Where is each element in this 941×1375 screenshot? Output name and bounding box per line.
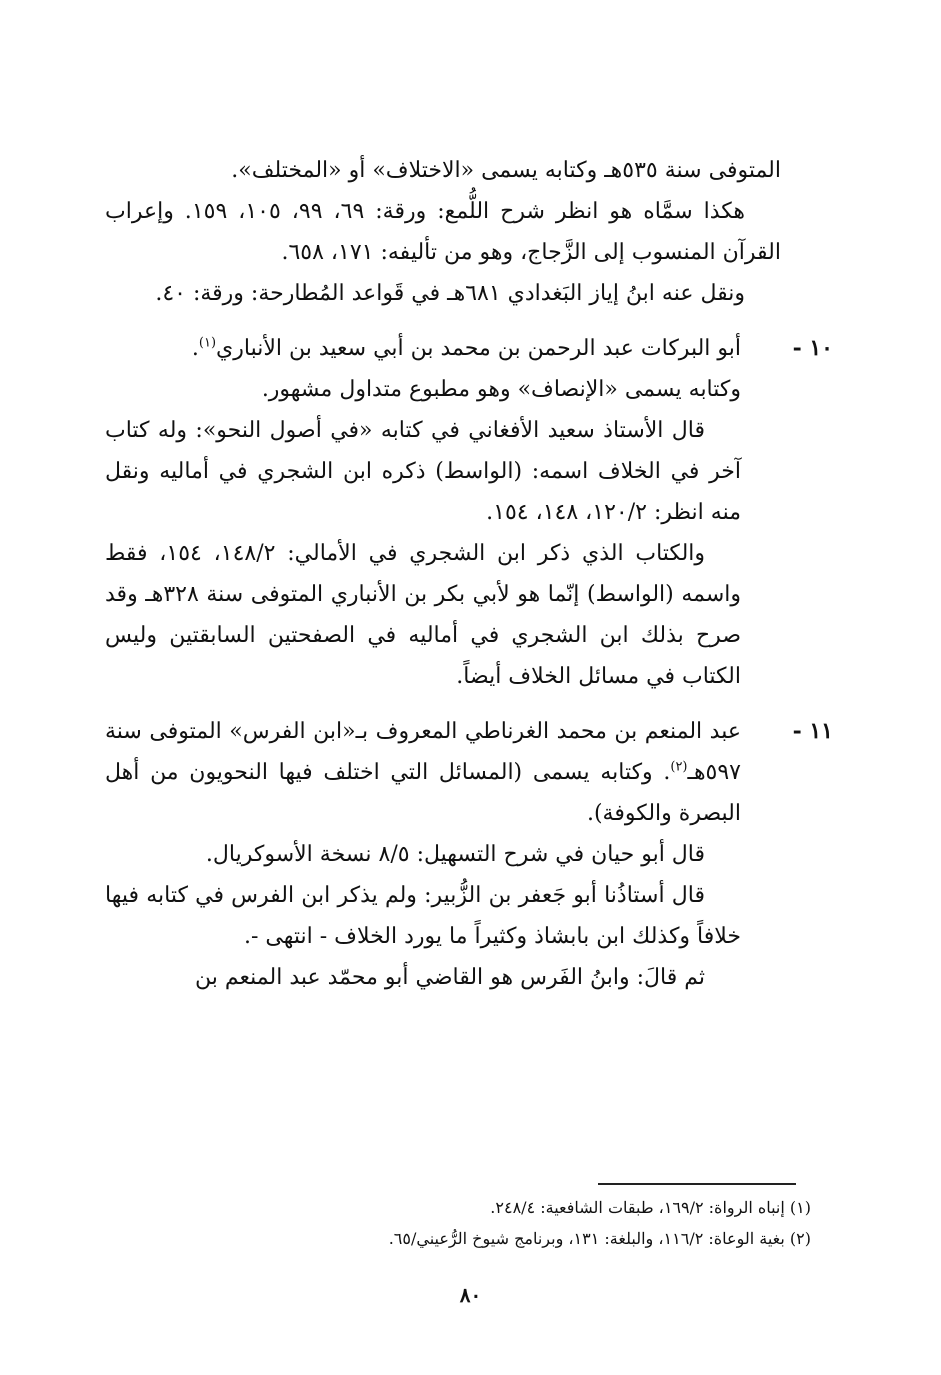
- paragraph-line-1: المتوفى سنة ٥٣٥هـ وكتابه يسمى «الاختلاف» أو «المختلف».: [231, 158, 781, 183]
- entry-punct: .: [191, 336, 199, 361]
- footnote-ref: (٢): [670, 759, 688, 775]
- entry-paragraph: قال أستاذُنا أبو جَعفر بن الزُّبير: ولم يذكر ابن الفرس في كتابه فيها خلافاً وكذلك ابن بابشاذ وكثيراً ما يورد الخلاف - انتهى -.: [105, 883, 741, 949]
- entry-number: ١٠ -: [792, 335, 833, 361]
- entry-heading: [105, 328, 741, 369]
- footnote-divider: [598, 1183, 796, 1185]
- entry-number: ١١ -: [792, 718, 833, 744]
- footnote-2: (٢) بغية الوعاة: ١١٦/٢، والبلغة: ١٣١، وبرنامج شيوخ الرُّعيني/٦٥.: [388, 1229, 811, 1248]
- entry-11: [105, 711, 833, 998]
- main-text: [105, 150, 833, 998]
- entry-name: أبو البركات عبد الرحمن بن محمد بن أبي سعيد بن الأنباري: [216, 336, 741, 361]
- page-number: ٨٠: [459, 1283, 482, 1307]
- footnote-1: (١) إنباه الرواة: ١٦٩/٢، طبقات الشافعية: ٢٤٨/٤.: [490, 1198, 811, 1217]
- paragraph-line-2: هكذا سمَّاه هو انظر شرح اللُّمع: ورقة: ٦٩، ٩٩، ١٠٥، ١٥٩. وإعراب القرآن المنسوب إلى الزَّجاج، وهو من تأليفه: ١٧١، ٦٥٨.: [105, 199, 781, 265]
- entry-10: [105, 328, 833, 697]
- entry-paragraph: قال أبو حيان في شرح التسهيل: ٨/٥ نسخة الأسوكريال.: [205, 842, 705, 867]
- entry-book: . وكتابه يسمى (المسائل التي اختلف فيها النحويون من أهل البصرة والكوفة).: [105, 760, 741, 826]
- entry-paragraph: ثم قالَ: وابنُ الفَرس هو القاضي أبو محمّد عبد المنعم بن: [195, 965, 705, 990]
- entry-heading: [105, 711, 741, 834]
- paragraph-line-3: ونقل عنه ابنُ إياز البَغدادي ٦٨١هـ في قَواعد المُطارحة: ورقة: ٤٠.: [155, 281, 745, 306]
- entry-paragraph: قال الأستاذ سعيد الأفغاني في كتابه «في أصول النحو»: وله كتاب آخر في الخلاف اسمه: (الواسط) ذكره ابن الشجري في أماليه ونقل منه انظر: ١٢٠/٢، ١٤٨، ١٥٤.: [105, 418, 741, 525]
- entry-name: عبد المنعم بن محمد الغرناطي المعروف بـ«ابن الفرس» المتوفى سنة ٥٩٧هـ: [105, 719, 741, 785]
- entry-paragraph: والكتاب الذي ذكر ابن الشجري في الأمالي: ١٤٨/٢، ١٥٤، فقط واسمه (الواسط) إنّما هو لأبي بكر بن الأنباري المتوفى سنة ٣٢٨هـ وقد صرح بذلك ابن الشجري في أماليه في الصفحتين السابقتين وليس الكتاب في مسائل الخلاف أيضاً.: [105, 541, 742, 689]
- entry-book: وكتابه يسمى «الإنصاف» وهو مطبوع متداول مشهور.: [261, 377, 741, 402]
- footnotes: [150, 1192, 811, 1254]
- footnote-ref: (١): [198, 335, 217, 351]
